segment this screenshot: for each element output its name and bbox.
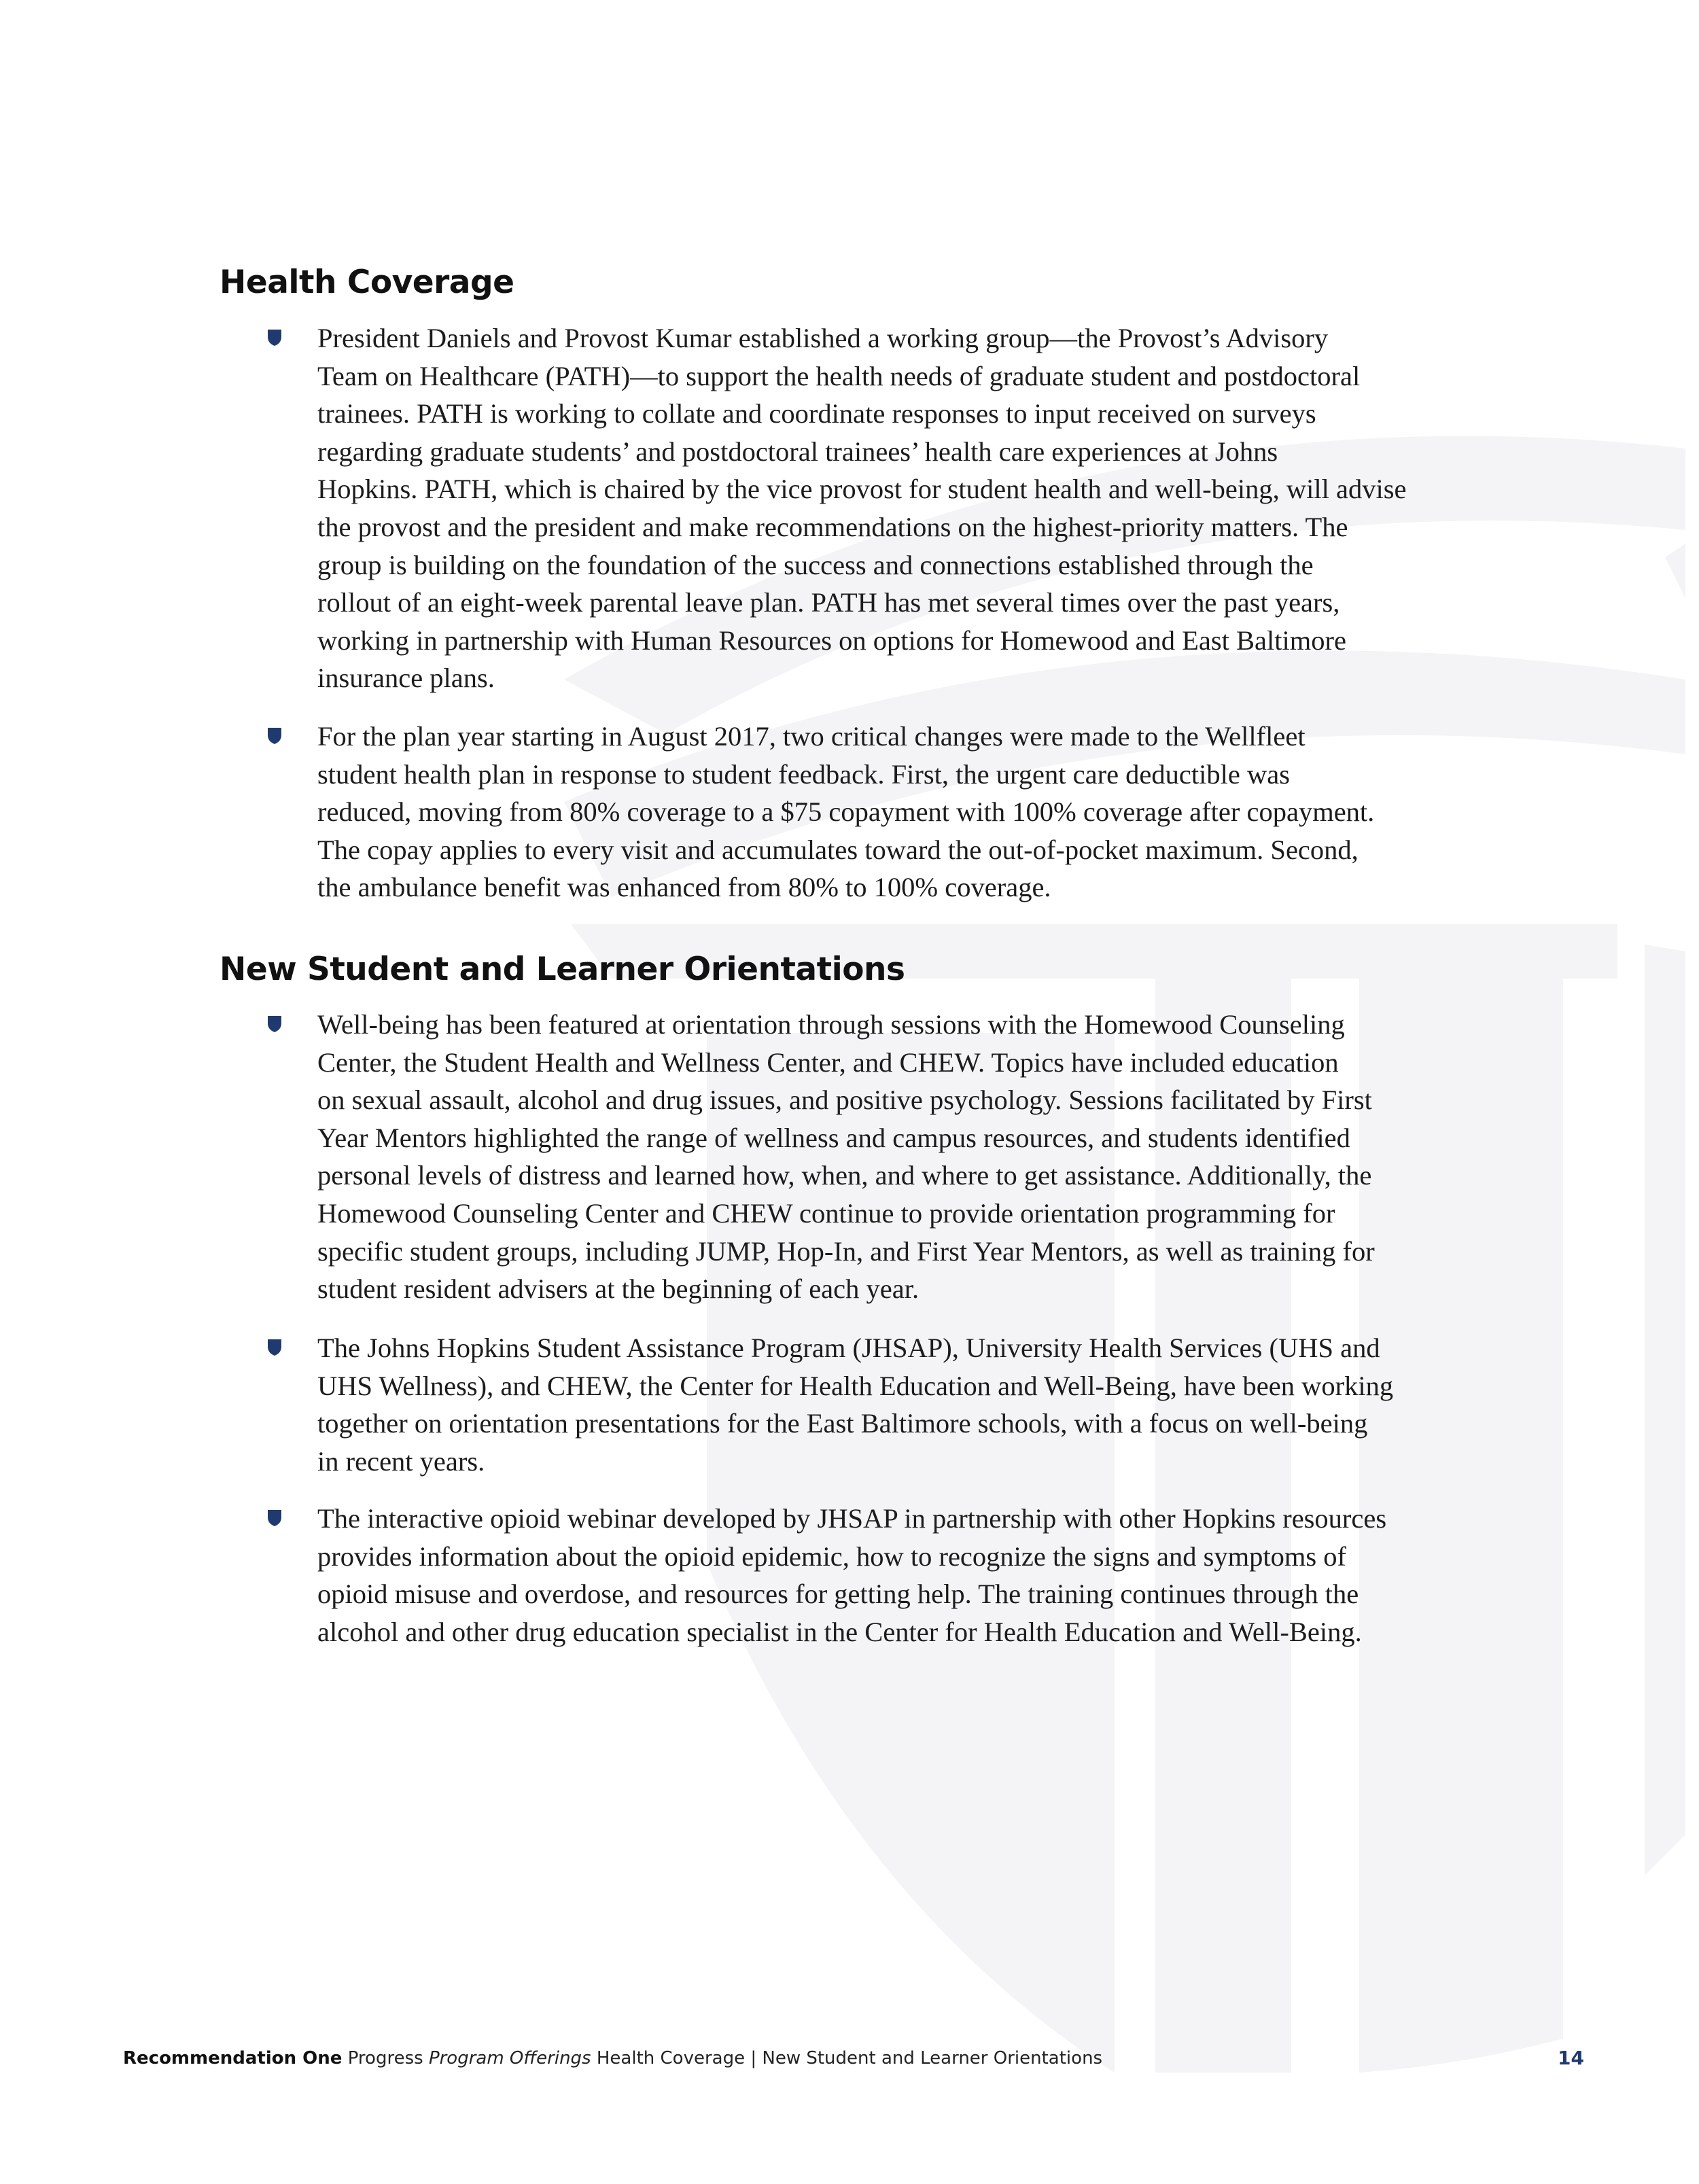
text-line: group is building on the foundation of the success and connections established through the xyxy=(317,549,1314,580)
shield-bullet-icon xyxy=(267,1509,282,1527)
text-line: alcohol and other drug education specialist in the Center for Health Education and Well-Being. xyxy=(317,1616,1362,1647)
footer-italic: Program Offerings xyxy=(428,2048,591,2068)
text-line: on sexual assault, alcohol and drug issues, and positive psychology. Sessions facilitated by First xyxy=(317,1085,1372,1116)
text-line: the ambulance benefit was enhanced from 80% to 100% coverage. xyxy=(317,872,1051,903)
text-line: specific student groups, including JUMP, Hop-In, and First Year Mentors, as well as training for xyxy=(317,1235,1375,1267)
text-line: insurance plans. xyxy=(317,663,495,694)
text-line: The Johns Hopkins Student Assistance Program (JHSAP), University Health Services (UHS and xyxy=(317,1333,1380,1363)
footer-regular: Progress xyxy=(347,2048,423,2068)
shield-bullet-icon xyxy=(267,1339,282,1356)
shield-bullet-icon xyxy=(267,727,282,745)
text-line: provides information about the opioid epidemic, how to recognize the signs and symptoms of xyxy=(317,1540,1346,1572)
text-line: For the plan year starting in August 2017, two critical changes were made to the Wellfleet xyxy=(317,721,1306,752)
text-line: UHS Wellness), and CHEW, the Center for Health Education and Well-Being, have been working xyxy=(317,1370,1394,1401)
page-number: 14 xyxy=(1558,2047,1584,2069)
text-line: The interactive opioid webinar developed by JHSAP in partnership with other Hopkins resources xyxy=(317,1503,1387,1534)
text-line: regarding graduate students’ and postdoctoral trainees’ health care experiences at Johns xyxy=(317,436,1278,467)
section-heading-health-coverage: Health Coverage xyxy=(220,264,514,301)
bullet-item xyxy=(317,718,1513,906)
bullet-item xyxy=(317,1006,1513,1308)
text-line: Hopkins. PATH, which is chaired by the vice provost for student health and well-being, will advise xyxy=(317,474,1407,505)
text-line: in recent years. xyxy=(317,1445,485,1477)
section-heading-orientations: New Student and Learner Orientations xyxy=(220,951,905,988)
text-line: Center, the Student Health and Wellness Center, and CHEW. Topics have included education xyxy=(317,1046,1339,1078)
footer-rest: Health Coverage | New Student and Learner Orientations xyxy=(596,2048,1103,2068)
text-line: Team on Healthcare (PATH)—to support the health needs of graduate student and postdoctoral xyxy=(317,360,1361,391)
text-line: reduced, moving from 80% coverage to a $75 copayment with 100% coverage after copayment. xyxy=(317,796,1375,828)
text-line: Well-being has been featured at orientation through sessions with the Homewood Counseling xyxy=(317,1009,1345,1040)
text-line: Homewood Counseling Center and CHEW continue to provide orientation programming for xyxy=(317,1197,1335,1229)
shield-bullet-icon xyxy=(267,329,282,347)
text-line: personal levels of distress and learned how, when, and where to get assistance. Additionally, the xyxy=(317,1160,1372,1191)
text-line: trainees. PATH is working to collate and coordinate responses to input received on surveys xyxy=(317,398,1316,429)
bullet-item xyxy=(317,319,1513,697)
bullet-item xyxy=(317,1329,1513,1480)
footer-bold: Recommendation One xyxy=(123,2048,343,2068)
text-line: the provost and the president and make recommendations on the highest-priority matters. The xyxy=(317,511,1348,542)
text-line: student resident advisers at the beginning of each year. xyxy=(317,1273,919,1305)
text-line: opioid misuse and overdose, and resources for getting help. The training continues through the xyxy=(317,1579,1359,1610)
text-line: rollout of an eight-week parental leave plan. PATH has met several times over the past years, xyxy=(317,587,1340,618)
text-line: working in partnership with Human Resources on options for Homewood and East Baltimore xyxy=(317,624,1346,656)
text-line: student health plan in response to student feedback. First, the urgent care deductible was xyxy=(317,758,1290,790)
text-line: The copay applies to every visit and accumulates toward the out-of-pocket maximum. Second, xyxy=(317,834,1359,865)
text-line: together on orientation presentations for the East Baltimore schools, with a focus on well-being xyxy=(317,1408,1368,1439)
text-line: Year Mentors highlighted the range of wellness and campus resources, and students identified xyxy=(317,1122,1350,1153)
text-line: President Daniels and Provost Kumar established a working group—the Provost’s Advisory xyxy=(317,323,1329,353)
page-footer xyxy=(123,2048,1102,2068)
bullet-item xyxy=(317,1500,1513,1651)
shield-bullet-icon xyxy=(267,1015,282,1033)
